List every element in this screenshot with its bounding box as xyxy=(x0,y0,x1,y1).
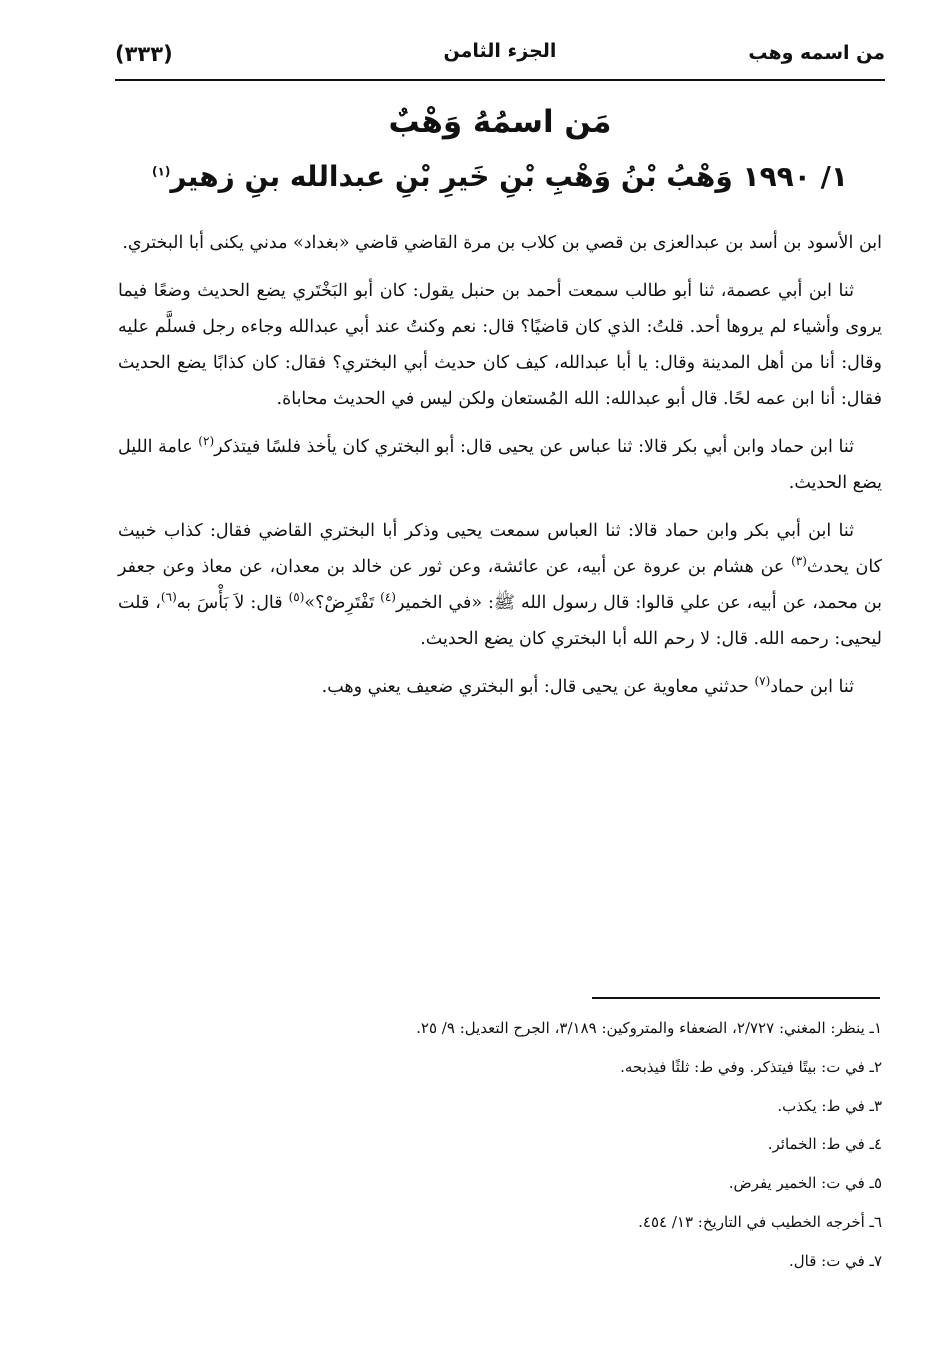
entry-title xyxy=(115,160,885,193)
footnote-ref: (٦) xyxy=(160,590,177,605)
footnote: ٦ـ أخرجه الخطيب في التاريخ: ١٣/ ٤٥٤. xyxy=(638,1212,882,1231)
running-section-title: من اسمه وهب xyxy=(748,42,885,64)
footnote-ref: (٣) xyxy=(791,554,807,569)
footnotes xyxy=(330,1009,882,1281)
paragraph xyxy=(118,513,882,657)
paragraph xyxy=(118,225,882,261)
footnote-ref: (٧) xyxy=(754,674,771,689)
paragraph xyxy=(118,429,882,501)
paragraph-text: تَفْتَرِضْ؟» xyxy=(304,593,381,613)
header-divider xyxy=(115,79,885,81)
footnote: ٤ـ في ط: الخمائر. xyxy=(767,1135,882,1154)
paragraph-text: ، قلت ليحيى: رحمه الله. قال: لا رحم الله أبا البختري كان يضع الحديث. xyxy=(118,593,882,649)
paragraph-text: حدثني معاوية عن يحيى قال: أبو البختري ضعيف يعني وهب. xyxy=(321,677,755,697)
paragraph xyxy=(118,669,882,705)
footnote-ref: (٢) xyxy=(198,434,215,449)
paragraph-text: ابن الأسود بن أسد بن عبدالعزى بن قصي بن كلاب بن مرة القاضي قاضي «بغداد» مدني يكنى أبا البختري. xyxy=(122,233,882,253)
footnote-divider xyxy=(592,997,880,999)
running-header xyxy=(115,38,885,78)
footnote-ref: (٥) xyxy=(288,590,305,605)
footnote: ١ـ ينظر: المغني: ٢/٧٢٧، الضعفاء والمتروكين: ٣/١٨٩، الجرح التعديل: ٩/ ٢٥. xyxy=(416,1019,882,1037)
entry-title-text: ١/ ١٩٩٠ وَهْبُ بْنُ وَهْبِ بْنِ خَيرِ بْنِ عبدالله بنِ زهير xyxy=(170,160,848,193)
footnote: ٥ـ في ت: الخمير يفرض. xyxy=(728,1174,882,1193)
paragraph-text: ثنا ابن حماد xyxy=(770,677,854,697)
paragraph-text: ثنا ابن أبي عصمة، ثنا أبو طالب سمعت أحمد بن حنبل يقول: كان أبو البَخْتَري يضع الحديث وضعًا فيما يروى وأشياء لم يروها أحد. قلتُ: الذي كان قاضيًا؟ قال: نعم وكنتُ عند أبي عبدالله وجاءه رجل فسلَّم عليه وقال: أنا من أهل المدينة وقال: يا أبا عبدالله، كيف كان حديث أبي البختري؟ فقال: كان كذابًا يضع الحديث فقال: أنا ابن عمه لحًا. قال أبو عبدالله: الله المُستعان ولكن ليس في الحديث محاباة. xyxy=(118,281,882,409)
paragraph-text: ثنا ابن أبي بكر وابن حماد قالا: ثنا العباس سمعت يحيى وذكر أبا البختري القاضي فقال: كذاب خبيث كان يحدث xyxy=(118,521,883,577)
paragraph xyxy=(118,273,882,417)
footnote-ref: (١) xyxy=(152,164,171,179)
volume-label: الجزء الثامن xyxy=(443,40,557,62)
paragraph-text: عن هشام بن عروة عن أبيه، عن عائشة، وعن ثور عن خالد بن معدان، عن معاذ وعن جعفر بن محمد، عن أبيه، عن علي قالوا: قال رسول الله ﷺ: «في الخمير xyxy=(118,557,883,613)
footnote: ٧ـ في ت: قال. xyxy=(788,1251,882,1270)
body-text xyxy=(118,225,882,705)
footnote: ٢ـ في ت: بيتًا فيتذكر. وفي ط: ثلثًا فيذبحه. xyxy=(620,1057,882,1076)
paragraph-text: قال: لاَ بَأْسَ به xyxy=(176,593,289,613)
footnote-ref: (٤) xyxy=(380,590,396,605)
paragraph-text: عامة الليل يضع الحديث. xyxy=(118,437,882,493)
page-number: (٣٣٣) xyxy=(115,42,173,66)
section-title: مَن اسمُهُ وَهْبٌ xyxy=(388,104,612,140)
footnote: ٣ـ في ط: يكذب. xyxy=(777,1096,882,1115)
paragraph-text: ثنا ابن حماد وابن أبي بكر قالا: ثنا عباس عن يحيى قال: أبو البختري كان يأخذ فلسًا فيتذكر xyxy=(214,437,854,457)
